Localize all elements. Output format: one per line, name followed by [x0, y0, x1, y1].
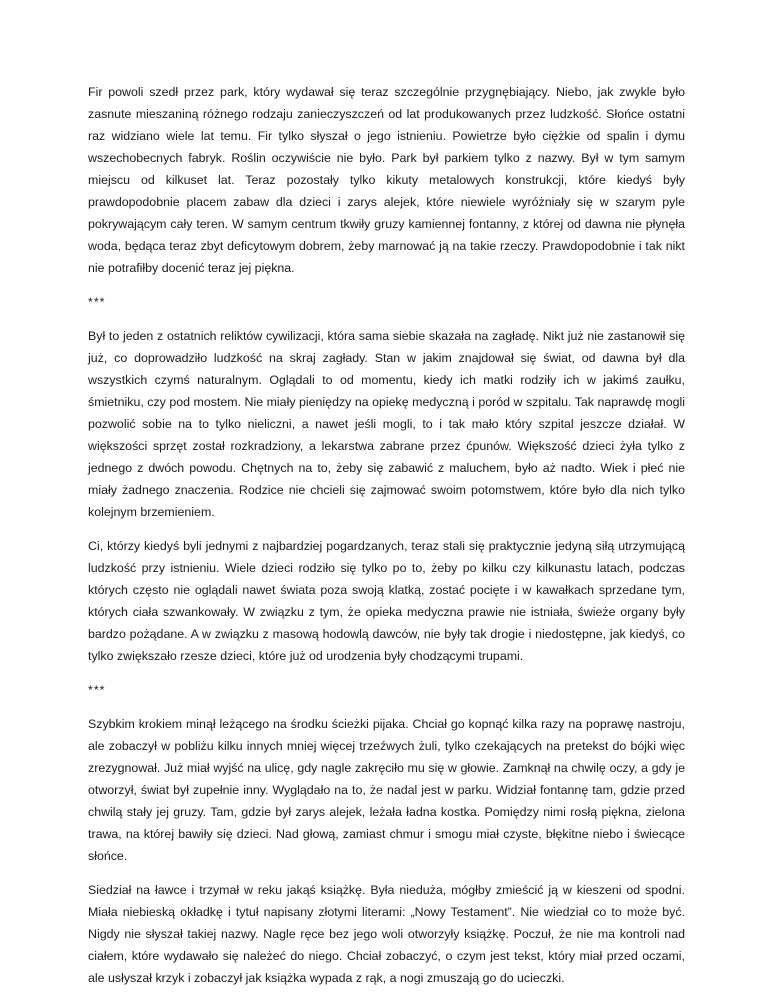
section-separator: *** [88, 683, 106, 697]
paragraph: Szybkim krokiem minął leżącego na środku ścieżki pijaka. Chciał go kopnąć kilka razy na poprawę nastroju, ale zobaczył w pobliżu kilku innych mniej więcej trzeźwych żuli, tylko czekających na pretekst do bójki więc zrezygnował. Już miał wyjść na ulicę, gdy nagle zakręciło mu się w głowie. Zamknął na chwilę oczy, a gdy je otworzył, świat był zupełnie inny. Wyglądało na to, że nadal jest w parku. Widział fontannę tam, gdzie przed chwilą stały jej gruzy. Tam, gdzie był zarys alejek, leżała ładna kostka. Pomiędzy nimi rosłą piękna, zielona trawa, na której bawiły się dzieci. Nad głową, zamiast chmur i smogu miał czyste, błękitne niebo i świecące słońce. [88, 717, 685, 863]
section-separator: *** [88, 295, 106, 309]
paragraph: Fir powoli szedł przez park, który wydawał się teraz szczególnie przygnębiający. Niebo, jak zwykle było zasnute mieszaniną różnego rodzaju zanieczyszczeń od lat produkowanych przez ludzkość. Słońce ostatni raz widziano wiele lat temu. Fir tylko słyszał o jego istnieniu. Powietrze było ciężkie od spalin i dymu wszechobecnych fabryk. Roślin oczywiście nie było. Park był parkiem tylko z nazwy. Był w tym samym miejscu od kilkuset lat. Teraz pozostały tylko kikuty metalowych konstrukcji, które kiedyś były prawdopodobnie placem zabaw dla dzieci i zarys alejek, które niewiele wyróżniały się w szarym pyle pokrywającym cały teren. W samym centrum tkwiły gruzy kamiennej fontanny, z której od dawna nie płynęła woda, będąca teraz zbyt deficytowym dobrem, żeby marnować ją na takie rzeczy. Prawdopodobnie i tak nikt nie potrafiłby docenić teraz jej piękna. [88, 85, 685, 275]
document-body [88, 81, 685, 1001]
paragraph: Siedział na ławce i trzymał w reku jakąś książkę. Była nieduża, mógłby zmieścić ją w kieszeni od spodni. Miała niebieską okładkę i tytuł napisany złotymi literami: „Nowy Testament”. Nie wiedział co to może być. Nigdy nie słyszał takiej nazwy. Nagle ręce bez jego woli otworzyły książkę. Poczuł, że nie ma kontroli nad ciałem, które wydawało się należeć do niego. Chciał zobaczyć, o czym jest tekst, który miał przed oczami, ale usłyszał krzyk i zobaczył jak książka wypada z rąk, a nogi zmuszają go do ucieczki. [88, 883, 685, 985]
paragraph: Ci, którzy kiedyś byli jednymi z najbardziej pogardzanych, teraz stali się praktycznie jedyną siłą utrzymującą ludzkość przy istnieniu. Wiele dzieci rodziło się tylko po to, żeby po kilku czy kilkunastu latach, podczas których często nie oglądali nawet świata poza swoją klatką, zostać pocięte i w kawałkach sprzedane tym, których ciała szwankowały. W związku z tym, że opieka medyczna prawie nie istniała, świeże organy były bardzo pożądane. A w związku z masową hodowlą dawców, nie były tak drogie i niedostępne, jak kiedyś, co tylko zwiększało rzesze dzieci, które już od urodzenia były chodzącymi trupami. [88, 539, 685, 663]
paragraph: Był to jeden z ostatnich reliktów cywilizacji, która sama siebie skazała na zagładę. Nikt już nie zastanowił się już, co doprowadziło ludzkość na skraj zagłady. Stan w jakim znajdował się świat, od dawna był dla wszystkich czymś naturalnym. Oglądali to od momentu, kiedy ich matki rodziły ich w jakimś zaułku, śmietniku, czy pod mostem. Nie miały pieniędzy na opiekę medyczną i poród w szpitalu. Tak naprawdę mogli pozwolić sobie na to tylko nieliczni, a nawet jeśli mogli, to i tak mało który szpital jeszcze działał. W większości sprzęt został rozkradziony, a lekarstwa zabrane przez ćpunów. Większość dzieci żyła tylko z jednego z dwóch powodu. Chętnych na to, żeby się zabawić z maluchem, było aż nadto. Wiek i płeć nie miały żadnego znaczenia. Rodzice nie chcieli się zajmować swoim potomstwem, które było dla nich tylko kolejnym brzemieniem. [88, 329, 685, 519]
